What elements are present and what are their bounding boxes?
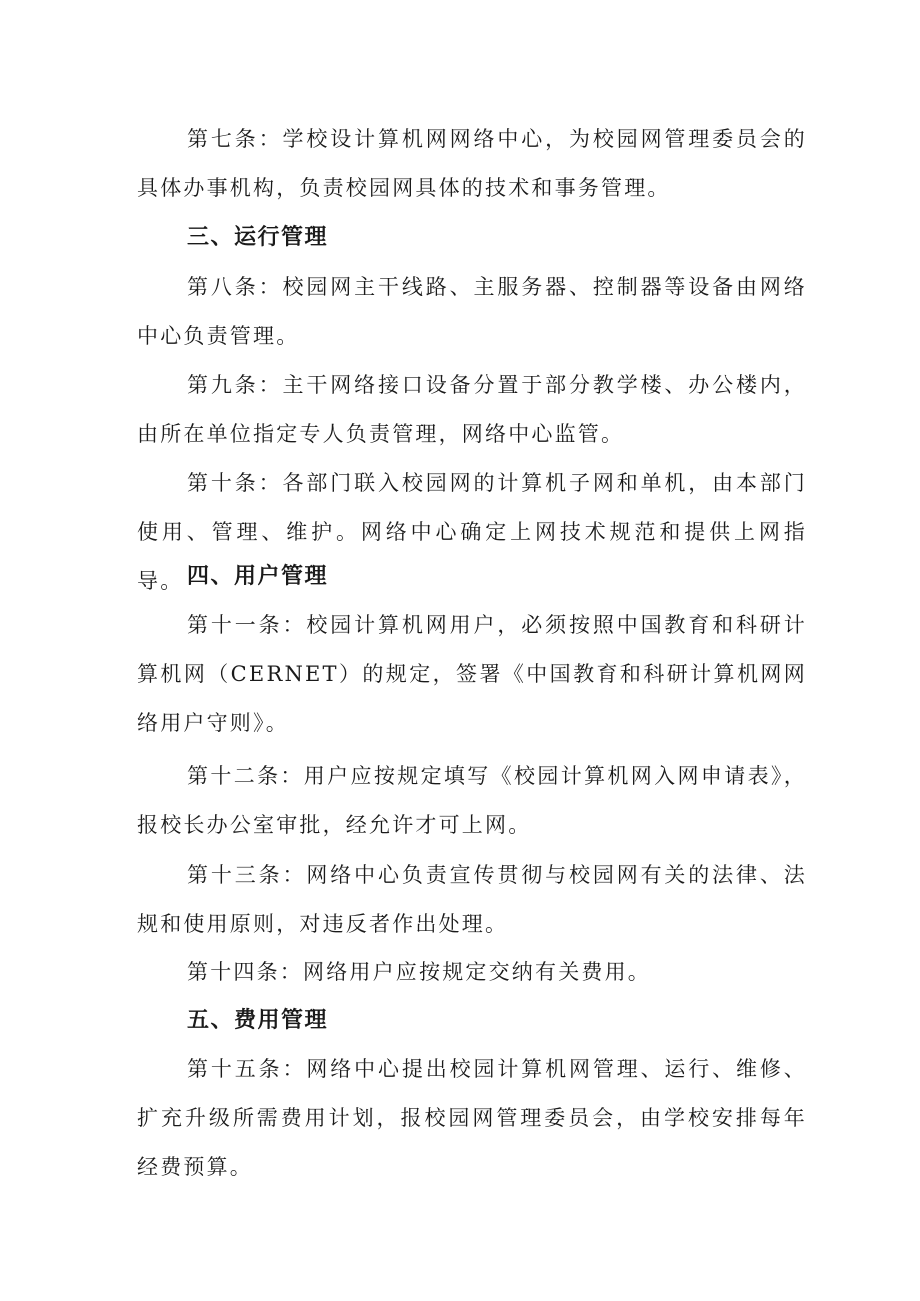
article-9: 第九条：主干网络接口设备分置于部分教学楼、办公楼内，由所在单位指定专人负责管理，网络中心监管。 [137, 373, 807, 446]
article-15: 第十五条：网络中心提出校园计算机网管理、运行、维修、扩充升级所需费用计划，报校园网管理委员会，由学校安排每年经费预算。 [137, 1057, 807, 1179]
article-12: 第十二条：用户应按规定填写《校园计算机网入网申请表》，报校长办公室审批，经允许才可上网。 [137, 764, 807, 837]
article-13: 第十三条：网络中心负责宣传贯彻与校园网有关的法律、法规和使用原则，对违反者作出处理。 [137, 863, 807, 936]
section-heading-users: 四、用户管理 [187, 564, 329, 589]
section-heading-operation: 三、运行管理 [187, 225, 329, 250]
section-heading-fees: 五、费用管理 [187, 1008, 329, 1033]
article-7: 第七条：学校设计算机网网络中心，为校园网管理委员会的具体办事机构，负责校园网具体的技术和事务管理。 [137, 127, 807, 200]
article-10: 第十条：各部门联入校园网的计算机子网和单机，由本部门使用、管理、维护。网络中心确定上网技术规范和提供上网指导。 [137, 471, 807, 593]
article-14: 第十四条：网络用户应按规定交纳有关费用。 [187, 960, 651, 984]
article-8: 第八条：校园网主干线路、主服务器、控制器等设备由网络中心负责管理。 [137, 275, 807, 348]
article-11: 第十一条：校园计算机网用户，必须按照中国教育和科研计算机网（CERNET）的规定，签署《中国教育和科研计算机网网络用户守则》。 [137, 613, 807, 735]
